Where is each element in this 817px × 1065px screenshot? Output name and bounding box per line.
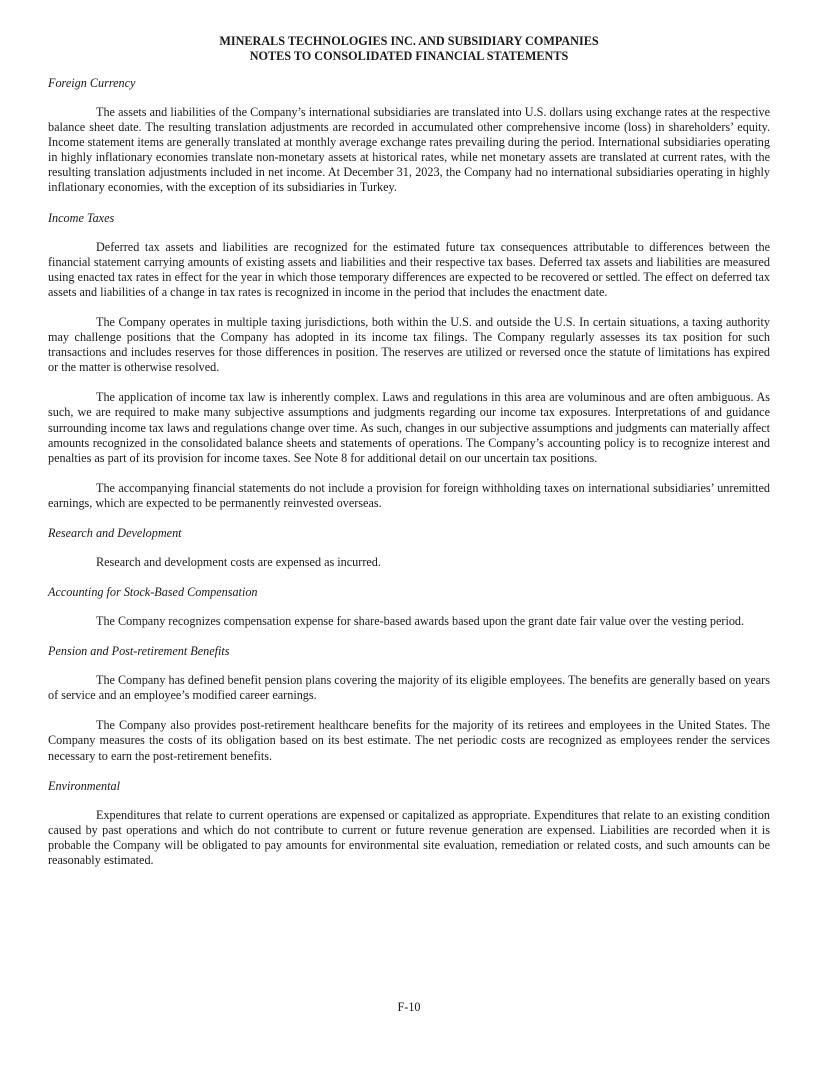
paragraph-foreign-currency-1: The assets and liabilities of the Company’s international subsidiaries are translated into U.S. dollars using exchange rates at the respective balance sheet date. The resulting translation adjustments are recorded in accumulated other comprehensive income (loss) in shareholders’ equity. Income statement items are generally translated at monthly average exchange rates prevailing during the period. International subsidiaries operating in highly inflationary economies translate non-monetary assets at historical rates, while net monetary assets are translated at current rates, with the resulting translation adjustments included in net income. At December 31, 2023, the Company had no international subsidiaries operating in highly inflationary economies, with the exception of its subsidiaries in Turkey. <box>48 105 770 195</box>
paragraph-income-taxes-2: The Company operates in multiple taxing jurisdictions, both within the U.S. and outside the U.S. In certain situations, a taxing authority may challenge positions that the Company has adopted in its income tax filings. The Company regularly assesses its tax position for such transactions and includes reserves for those differences in position. The reserves are utilized or reversed once the statute of limitations has expired or the matter is otherwise resolved. <box>48 314 770 375</box>
paragraph-income-taxes-1: Deferred tax assets and liabilities are recognized for the estimated future tax consequences attributable to differences between the financial statement carrying amounts of existing assets and liabilities and their respective tax bases. Deferred tax assets and liabilities are measured using enacted tax rates in effect for the year in which those temporary differences are expected to be recovered or settled. The effect on deferred tax assets and liabilities of a change in tax rates is recognized in income in the period that includes the enactment date. <box>48 239 770 299</box>
paragraph-stock-compensation-1: The Company recognizes compensation expense for share-based awards based upon the grant date fair value over the vesting period. <box>96 614 745 629</box>
paragraph-pension-2: The Company also provides post-retirement healthcare benefits for the majority of its retirees and employees in the United States. The Company measures the costs of its obligation based on its best estimate. The net periodic costs are recognized as employees render the services necessary to earn the post-retirement benefits. <box>48 718 770 763</box>
document-page <box>48 0 770 1065</box>
section-title-research-development: Research and Development <box>48 525 182 540</box>
header-notes-title: NOTES TO CONSOLIDATED FINANCIAL STATEMENTS <box>249 49 569 63</box>
section-title-income-taxes: Income Taxes <box>48 210 115 225</box>
header-company-name: MINERALS TECHNOLOGIES INC. AND SUBSIDIARY COMPANIES <box>219 34 599 48</box>
paragraph-research-development-1: Research and development costs are expensed as incurred. <box>96 554 381 569</box>
paragraph-pension-1: The Company has defined benefit pension plans covering the majority of its eligible employees. The benefits are generally based on years of service and an employee’s modified career earnings. <box>48 673 770 703</box>
section-title-pension: Pension and Post-retirement Benefits <box>48 644 230 659</box>
page-header <box>48 34 770 64</box>
paragraph-income-taxes-4: The accompanying financial statements do not include a provision for foreign withholding taxes on international subsidiaries’ unremitted earnings, which are expected to be permanently reinvested overseas. <box>48 480 770 510</box>
section-title-environmental: Environmental <box>48 778 120 793</box>
paragraph-income-taxes-3: The application of income tax law is inherently complex. Laws and regulations in this area are voluminous and are often ambiguous. As such, we are required to make many subjective assumptions and judgments regarding our income tax exposures. Interpretations of and guidance surrounding income tax laws and regulations change over time. As such, changes in our subjective assumptions and judgments can materially affect amounts recognized in the consolidated balance sheets and statements of operations. The Company’s accounting policy is to recognize interest and penalties as part of its provision for income taxes. See Note 8 for additional detail on our uncertain tax positions. <box>48 390 770 465</box>
paragraph-environmental-1: Expenditures that relate to current operations are expensed or capitalized as appropriate. Expenditures that relate to an existing condition caused by past operations and which do not contribute to current or future revenue generation are expensed. Liabilities are recorded when it is probable the Company will be obligated to pay amounts for environmental site evaluation, remediation or related costs, and such amounts can be reasonably estimated. <box>48 807 770 867</box>
section-title-stock-compensation: Accounting for Stock-Based Compensation <box>48 585 258 600</box>
section-title-foreign-currency: Foreign Currency <box>48 76 136 90</box>
page-number: F-10 <box>397 1000 421 1014</box>
